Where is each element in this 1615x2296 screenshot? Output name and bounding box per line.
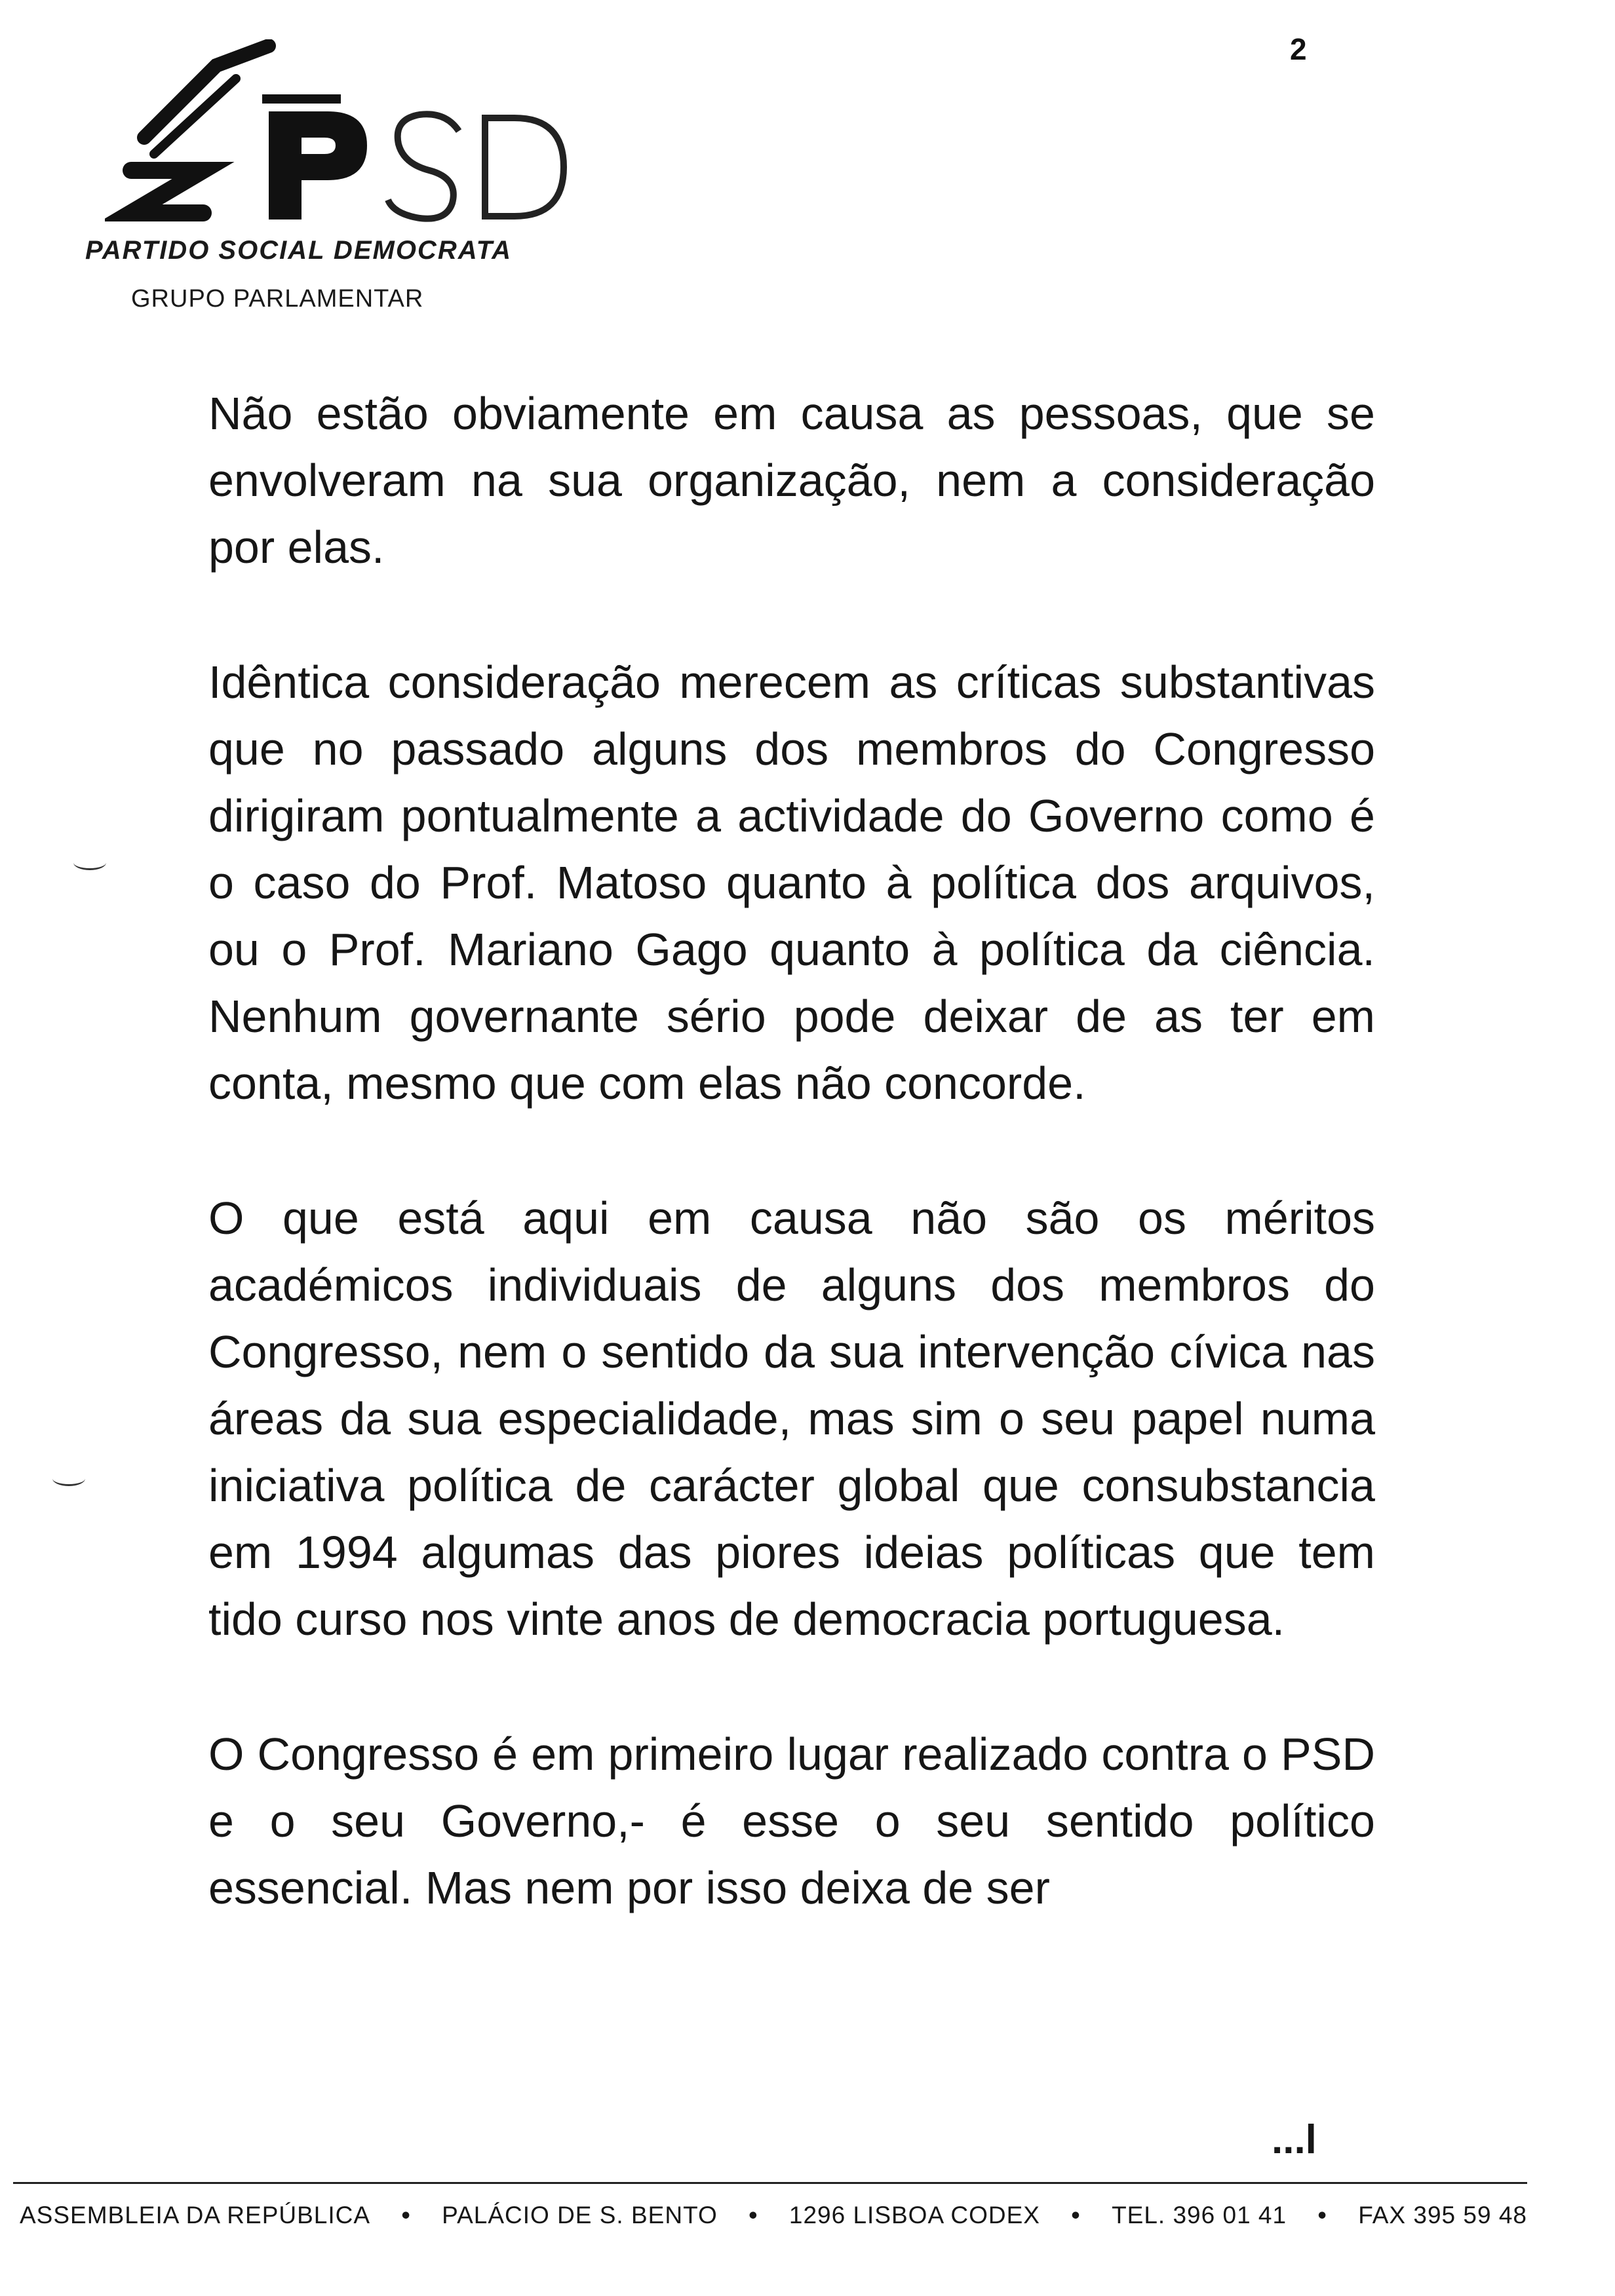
footer-separator: •: [401, 2202, 411, 2229]
footer-fax: FAX 395 59 48: [1358, 2202, 1527, 2229]
footer-separator: •: [749, 2202, 758, 2229]
footer-separator: •: [1317, 2202, 1327, 2229]
margin-annotation-mark: [73, 855, 106, 870]
paragraph: Idêntica consideração merecem as críticas substantivas que no passado alguns dos membros do Congresso dirigiram pontualmente a actividade do Governo como é o caso do Prof. Matoso quanto à política dos arquivos, ou o Prof. Mariano Gago quanto à política da ciência. Nenhum governante sério pode deixar de as ter em conta, mesmo que com elas não concorde.: [208, 657, 1375, 1109]
footer-separator: •: [1071, 2202, 1081, 2229]
paragraph: O que está aqui em causa não são os méritos académicos individuais de alguns dos membros do Congresso, nem o sentido da sua intervenção cívica nas áreas da sua especialidade, mas sim o seu papel numa iniciativa política de carácter global que consubstancia em 1994 algumas das piores ideias políticas que tem tido curso nos vinte anos de democracia portuguesa.: [208, 1193, 1375, 1645]
psd-logo: [105, 39, 577, 229]
paragraph: Não estão obviamente em causa as pessoas, que se envolveram na sua organização, nem a consideração por elas.: [208, 388, 1375, 573]
page-number: 2: [1290, 32, 1307, 66]
group-name: GRUPO PARLAMENTAR: [131, 285, 424, 313]
continuation-mark: ...l: [1272, 2117, 1317, 2162]
letter-p-mark: [262, 94, 367, 220]
letter-d-mark: [485, 118, 564, 216]
footer-institution: ASSEMBLEIA DA REPÚBLICA: [20, 2202, 371, 2229]
footer-building: PALÁCIO DE S. BENTO: [442, 2202, 718, 2229]
footer-phone: TEL. 396 01 41: [1112, 2202, 1287, 2229]
footer-postal: 1296 LISBOA CODEX: [788, 2202, 1040, 2229]
arrow-emblem-icon: [131, 46, 269, 213]
paragraph: O Congresso é em primeiro lugar realizado contra o PSD e o seu Governo,- é esse o seu sentido político essencial. Mas nem por isso deixa de ser: [208, 1729, 1375, 1913]
letterhead: [79, 39, 577, 328]
letter-s-mark: [388, 114, 459, 218]
margin-annotation-mark: [52, 1471, 85, 1486]
footer-address: [20, 2202, 1527, 2229]
party-name: PARTIDO SOCIAL DEMOCRATA: [85, 236, 512, 265]
footer-divider: [13, 2182, 1527, 2184]
letter-body: [208, 380, 1375, 1921]
